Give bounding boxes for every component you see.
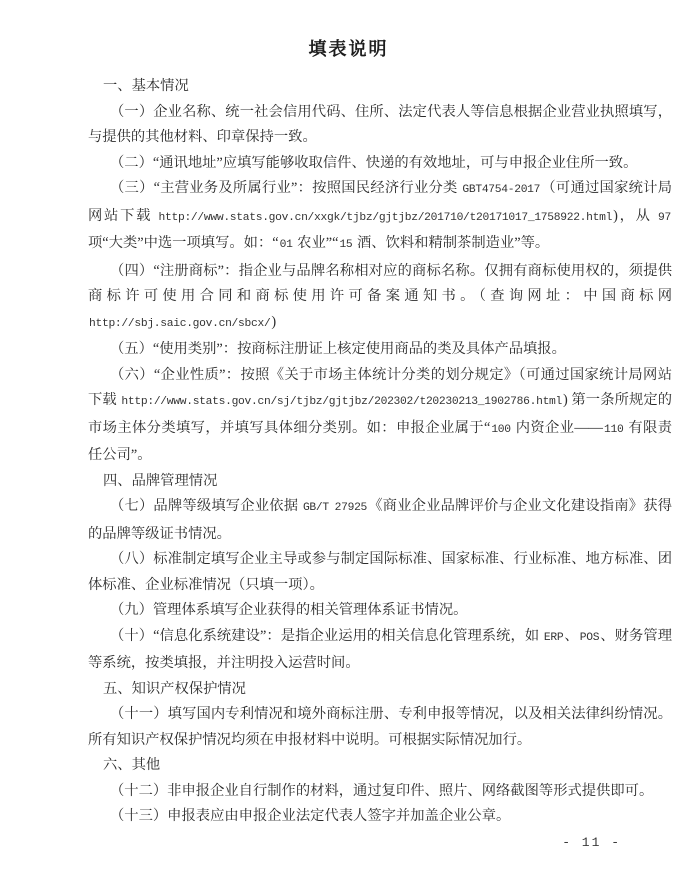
section-heading-other: 六、其他 — [103, 757, 161, 773]
paragraph-item-3: （三）“主营业务及所属行业”：按照国民经济行业分类 GBT4754-2017（可通过国家统计局网站下载 http://www.stats.gov.cn/xxgk/tjbz/gjtjbz/201710/t20171017_1758922.html)，从 97 项“大类”中选一项填写。如：“01 农业”“15 酒、饮料和精制茶制造业”等。 — [88, 180, 673, 251]
latin-text: 27925 — [334, 502, 368, 514]
page-number: - 11 - — [562, 835, 621, 850]
latin-text: ERP — [543, 631, 564, 644]
document-title: 填表说明 — [308, 39, 389, 59]
paragraph-item-13: （十三）申报表应由申报企业法定代表人签字并加盖企业公章。 — [110, 808, 511, 824]
paragraph-item-10: （十）“信息化系统建设”：是指企业运用的相关信息化管理系统，如 ERP、POS、财务管理等系统，按类填报，并注明投入运营时间。 — [88, 627, 672, 671]
latin-text: 01 — [279, 239, 293, 251]
paragraph-item-7: （七）品牌等级填写企业依据 GB/T 27925《商业企业品牌评价与企业文化建设指南》获得的品牌等级证书情况。 — [88, 498, 673, 542]
paragraph-item-6: （六）“企业性质”：按照《关于市场主体统计分类的划分规定》（可通过国家统计局网站下载 http://www.stats.gov.cn/sj/tjbz/gjtjbz/202302/t20230213_1902786.html) 第一条所规定的市场主体分类填写，并填写具体细分类别。如：申报企业属于“100 内资企业——110 有限责任公司”。 — [88, 366, 673, 463]
latin-text: http://sbj.saic.gov.cn/sbcx/ — [89, 317, 271, 330]
section-heading-ip-protection: 五、知识产权保护情况 — [103, 680, 246, 697]
paragraph-item-1: （一）企业名称、统一社会信用代码、住所、法定代表人等信息根据企业营业执照填写，与提供的其他材料、印章保持一致。 — [88, 103, 672, 145]
latin-text: 15 — [339, 239, 353, 251]
section-heading-basic-info: 一、基本情况 — [103, 78, 189, 94]
paragraph-item-4: （四）“注册商标”：指企业与品牌名称相对应的商标名称。仅拥有商标使用权的，须提供商标许可使用合同和商标使用许可备案通知书。（查询网址：中国商标网 http://sbj.saic.gov.cn/sbcx/) — [88, 262, 672, 330]
latin-text: POS — [579, 631, 600, 644]
latin-text: http://www.stats.gov.cn/xxgk/tjbz/gjtjbz/201710/t20171017_1758922.html — [158, 211, 613, 224]
paragraph-item-5: （五）“使用类别”：按商标注册证上核定使用商品的类及具体产品填报。 — [110, 341, 566, 357]
latin-text: 97 — [658, 211, 671, 224]
latin-text: GB/T — [302, 502, 329, 514]
latin-text: 110 — [603, 423, 624, 436]
latin-text: 100 — [491, 423, 511, 436]
paragraph-item-9: （九）管理体系填写企业获得的相关管理体系证书情况。 — [110, 602, 468, 618]
paragraph-item-12: （十二）非申报企业自行制作的材料，通过复印件、照片、网络截图等形式提供即可。 — [110, 782, 654, 799]
document-body — [88, 74, 672, 830]
latin-text: GBT4754-2017 — [462, 184, 541, 196]
latin-text: http://www.stats.gov.cn/sj/tjbz/gjtjbz/202302/t20230213_1902786.html — [121, 396, 563, 408]
paragraph-item-2: （二）“通讯地址”应填写能够收取信件、快递的有效地址，可与申报企业住所一致。 — [110, 154, 638, 171]
paragraph-item-8: （八）标准制定填写企业主导或参与制定国际标准、国家标准、行业标准、地方标准、团体标准、企业标准情况（只填一项）。 — [88, 551, 672, 593]
paragraph-item-11: （十一）填写国内专利情况和境外商标注册、专利申报等情况，以及相关法律纠纷情况。所有知识产权保护情况均须在申报材料中说明。可根据实际情况加行。 — [88, 706, 672, 748]
section-heading-brand-management: 四、品牌管理情况 — [103, 472, 218, 489]
